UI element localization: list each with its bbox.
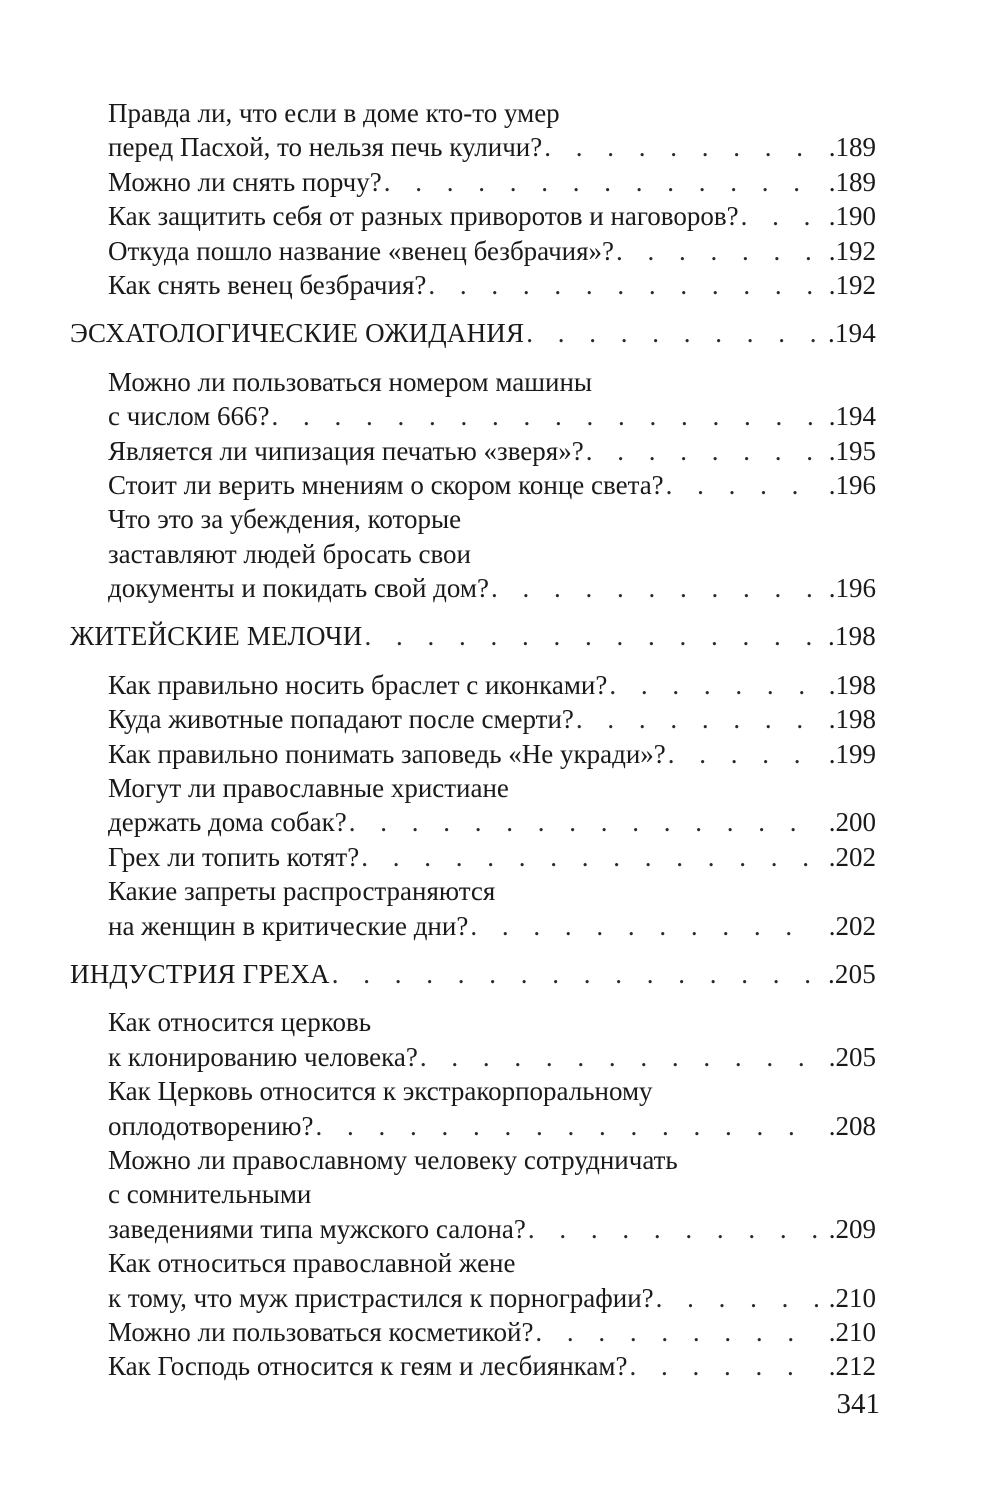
entry-title: Какие запреты распространяются: [108, 876, 496, 907]
entry-title: Откуда пошло название «венец безбрачия»?: [108, 235, 615, 266]
section-title: ИНДУСТРИЯ ГРЕХА: [70, 958, 330, 989]
entry-page-number: .212: [828, 1351, 876, 1382]
toc-entry: [0, 434, 1000, 468]
entry-line: [0, 96, 1000, 130]
entry-page-number: .200: [828, 807, 876, 838]
entry-line: [0, 130, 1000, 164]
entry-line: [0, 1212, 1000, 1246]
entry-title: Как правильно носить браслет с иконками?: [108, 669, 608, 700]
entry-line: [0, 1281, 1000, 1315]
leader-dots: [364, 619, 818, 653]
toc-entry: [0, 1143, 1000, 1246]
leader-dots: [741, 199, 818, 233]
entry-page-number: .195: [828, 435, 876, 466]
leader-dots: [586, 434, 818, 468]
entry-line: [0, 234, 1000, 268]
toc-entry: [0, 1005, 1000, 1074]
entry-page-number: .194: [828, 401, 876, 432]
entry-line: [0, 199, 1000, 233]
entry-page-number: .198: [827, 621, 876, 652]
entry-line: [0, 571, 1000, 605]
entry-line: [0, 1315, 1000, 1349]
entry-page-number: .205: [827, 958, 876, 989]
entry-title: держать дома собак?: [108, 807, 347, 838]
leader-dots: [576, 702, 818, 736]
entry-line: [0, 1109, 1000, 1143]
entry-line: [0, 771, 1000, 805]
toc-entry: [0, 165, 1000, 199]
entry-title: Как относится церковь: [108, 1007, 372, 1038]
entry-title: перед Пасхой, то нельзя печь куличи?: [108, 132, 543, 163]
entry-title: к тому, что муж пристрастился к порнографии?: [108, 1282, 654, 1313]
entry-page-number: .199: [828, 738, 876, 769]
toc-entry: [0, 1315, 1000, 1349]
toc-entry: [0, 502, 1000, 605]
entry-line: [0, 165, 1000, 199]
toc-entry: [0, 199, 1000, 233]
leader-dots: [616, 234, 818, 268]
toc-entry: [0, 365, 1000, 434]
leader-dots: [428, 268, 818, 302]
entry-title: Как снять венец безбрачия?: [108, 269, 427, 300]
entry-line: [0, 840, 1000, 874]
entry-page-number: .202: [828, 841, 876, 872]
entry-line: [0, 909, 1000, 943]
entry-title: оплодотворению?: [108, 1110, 314, 1141]
entry-line: [0, 399, 1000, 433]
toc-entry: [0, 840, 1000, 874]
entry-title: Стоит ли верить мнениям о скором конце света?: [108, 469, 664, 500]
leader-dots: [491, 571, 818, 605]
entry-title: Является ли чипизация печатью «зверя»?: [108, 435, 584, 466]
entry-title: заведениями типа мужского салона?: [108, 1213, 526, 1244]
entry-line: [0, 737, 1000, 771]
entry-line: [0, 1246, 1000, 1280]
leader-dots: [609, 668, 818, 702]
entry-line: [0, 1143, 1000, 1177]
entry-title: Как правильно понимать заповедь «Не укради»?: [108, 738, 666, 769]
section-title: ЭСХАТОЛОГИЧЕСКИЕ ОЖИДАНИЯ: [70, 318, 525, 349]
entry-line: [0, 502, 1000, 536]
leader-dots: [535, 1315, 818, 1349]
toc-entry: [0, 702, 1000, 736]
table-of-contents: [0, 96, 1000, 1384]
entry-line: [0, 537, 1000, 571]
leader-dots: [666, 468, 818, 502]
toc-entry: [0, 874, 1000, 943]
leader-dots: [384, 165, 818, 199]
entry-line: [0, 1040, 1000, 1074]
toc-entry: [0, 737, 1000, 771]
entry-title: к клонированию человека?: [108, 1041, 418, 1072]
entry-line: [0, 702, 1000, 736]
toc-section: [0, 619, 1000, 653]
entry-page-number: .208: [828, 1110, 876, 1141]
entry-title: на женщин в критические дни?: [108, 910, 469, 941]
toc-entry: [0, 1246, 1000, 1315]
entry-page-number: .209: [828, 1213, 876, 1244]
leader-dots: [544, 130, 818, 164]
section-title: ЖИТЕЙСКИЕ МЕЛОЧИ: [70, 621, 363, 652]
entry-line: [0, 1074, 1000, 1108]
entry-title: Как относиться православной жене: [108, 1248, 516, 1279]
entry-line: [0, 874, 1000, 908]
entry-page-number: .189: [828, 132, 876, 163]
toc-section: [0, 316, 1000, 350]
toc-entry: [0, 268, 1000, 302]
entry-line: [0, 1349, 1000, 1383]
entry-title: Правда ли, что если в доме кто-то умер: [108, 98, 560, 128]
toc-entry: [0, 1074, 1000, 1143]
page-number: 341: [836, 1388, 880, 1420]
entry-line: [0, 805, 1000, 839]
entry-page-number: .192: [828, 235, 876, 266]
toc-entry: [0, 468, 1000, 502]
toc-section: [0, 957, 1000, 991]
leader-dots: [528, 1212, 818, 1246]
leader-dots: [470, 909, 818, 943]
entry-page-number: .210: [828, 1282, 876, 1313]
entry-title: Можно ли пользоваться косметикой?: [108, 1316, 534, 1347]
entry-title: Что это за убеждения, которые: [108, 504, 462, 535]
toc-entry: [0, 668, 1000, 702]
entry-page-number: .210: [828, 1316, 876, 1347]
entry-line: [0, 668, 1000, 702]
entry-title: Можно ли снять порчу?: [108, 166, 382, 197]
entry-title: Как Господь относится к геям и лесбиянкам?: [108, 1351, 628, 1382]
entry-title: Как Церковь относится к экстракорпоральному: [108, 1076, 653, 1107]
entry-title: с числом 666?: [108, 401, 270, 432]
entry-line: [0, 1005, 1000, 1039]
entry-line: [0, 468, 1000, 502]
entry-title: с сомнительными: [108, 1179, 312, 1210]
entry-title: Можно ли православному человеку сотрудничать: [108, 1144, 678, 1175]
entry-page-number: .198: [828, 704, 876, 735]
entry-page-number: .196: [828, 469, 876, 500]
leader-dots: [361, 840, 818, 874]
entry-title: заставляют людей бросать свои: [108, 538, 471, 569]
section-heading-line: [0, 316, 1000, 350]
section-heading-line: [0, 957, 1000, 991]
entry-page-number: .194: [827, 318, 876, 349]
entry-title: Грех ли топить котят?: [108, 841, 360, 872]
entry-page-number: .196: [828, 573, 876, 604]
entry-line: [0, 268, 1000, 302]
section-heading-line: [0, 619, 1000, 653]
entry-page-number: .205: [828, 1041, 876, 1072]
leader-dots: [332, 957, 818, 991]
entry-page-number: .198: [828, 669, 876, 700]
entry-page-number: .202: [828, 910, 876, 941]
leader-dots: [272, 399, 818, 433]
toc-entry: [0, 234, 1000, 268]
entry-page-number: .192: [828, 269, 876, 300]
entry-line: [0, 1177, 1000, 1211]
leader-dots: [656, 1281, 818, 1315]
entry-title: документы и покидать свой дом?: [108, 573, 489, 604]
entry-title: Могут ли православные христиане: [108, 773, 509, 804]
entry-line: [0, 365, 1000, 399]
leader-dots: [315, 1109, 818, 1143]
entry-title: Как защитить себя от разных приворотов и наговоров?: [108, 201, 739, 232]
leader-dots: [629, 1349, 818, 1383]
entry-page-number: .189: [828, 166, 876, 197]
entry-line: [0, 434, 1000, 468]
leader-dots: [526, 316, 818, 350]
leader-dots: [349, 805, 818, 839]
toc-entry: [0, 96, 1000, 165]
entry-title: Можно ли пользоваться номером машины: [108, 366, 593, 397]
leader-dots: [420, 1040, 818, 1074]
leader-dots: [668, 737, 818, 771]
entry-page-number: .190: [828, 201, 876, 232]
entry-title: Куда животные попадают после смерти?: [108, 704, 574, 735]
toc-entry: [0, 1349, 1000, 1383]
toc-entry: [0, 771, 1000, 840]
